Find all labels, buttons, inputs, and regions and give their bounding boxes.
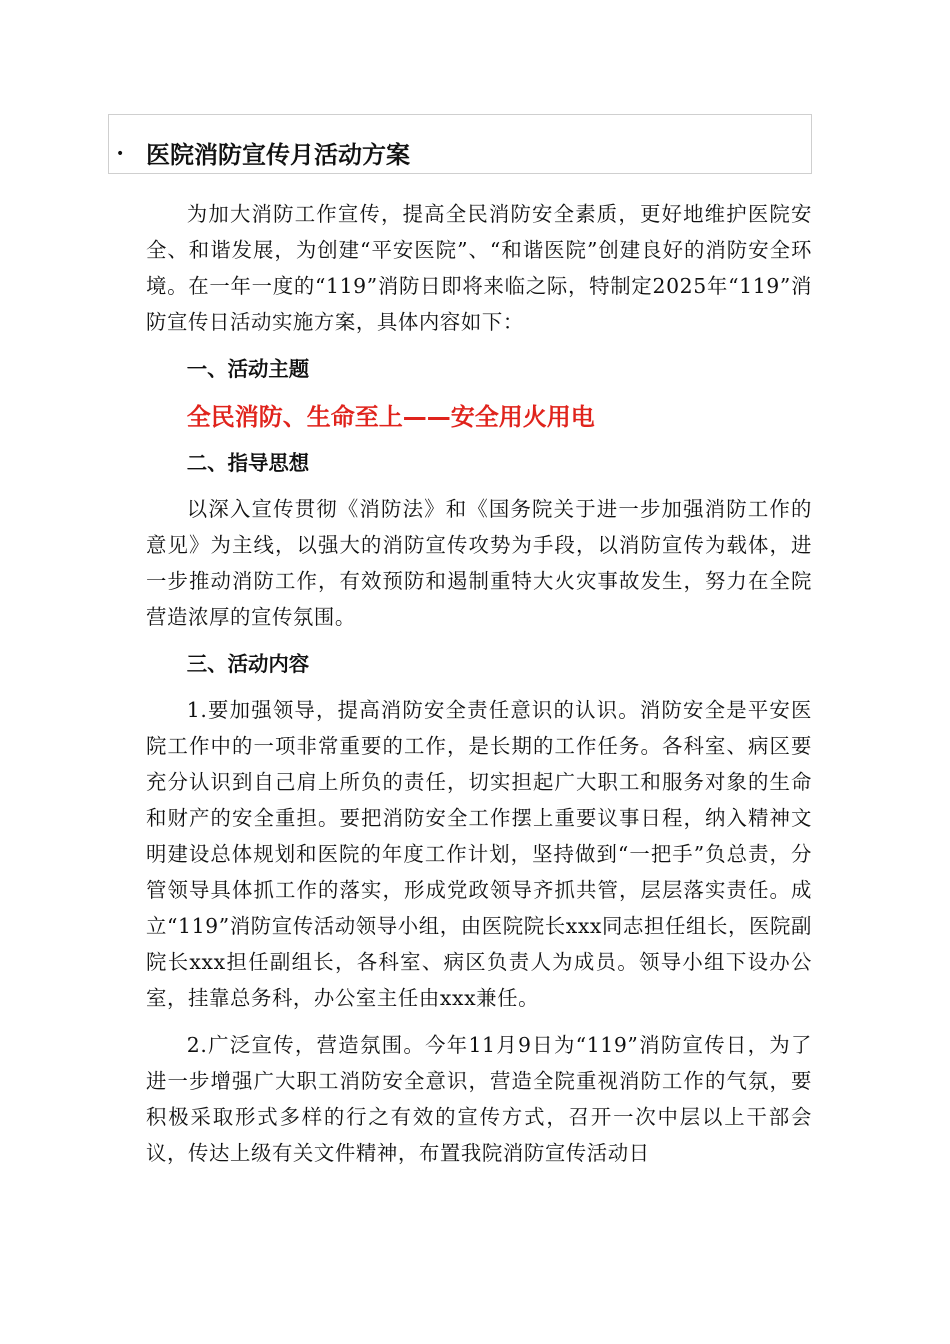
activity-theme: 全民消防、生命至上——安全用火用电: [186, 403, 595, 431]
content-item-1: 1.要加强领导，提高消防安全责任意识的认识。消防安全是平安医院工作中的一项非常重要的工作，是长期的工作任务。各科室、病区要充分认识到自己肩上所负的责任，切实担起广大职工和服务对象的生命和财产的安全重担。要把消防安全工作摆上重要议事日程，纳入精神文明建设总体规划和医院的年度工作计划，坚持做到“一把手”负总责，分管领导具体抓工作的落实，形成党政领导齐抓共管，层层落实责任。成立“119”消防宣传活动领导小组，由医院院长xxx同志担任组长，医院副院长xxx担任副组长，各科室、病区负责人为成员。领导小组下设办公室，挂靠总务科，办公室主任由xxx兼任。: [146, 698, 812, 1010]
content-item-2: 2.广泛宣传，营造氛围。今年11月9日为“119”消防宣传日，为了进一步增强广大职工消防安全意识，营造全院重视消防工作的气氛，要积极采取形式多样的行之有效的宣传方式，召开一次中层以上干部会议，传达上级有关文件精神，布置我院消防宣传活动日: [146, 1033, 812, 1165]
section-heading-content: 三、活动内容: [186, 652, 310, 676]
section-heading-guiding: 二、指导思想: [186, 451, 310, 475]
section-heading-theme: 一、活动主题: [186, 357, 310, 381]
guiding-paragraph: 以深入宣传贯彻《消防法》和《国务院关于进一步加强消防工作的意见》为主线，以强大的消防宣传攻势为手段，以消防宣传为载体，进一步推动消防工作，有效预防和遏制重特大火灾事故发生，努力在全院营造浓厚的宣传氛围。: [146, 497, 812, 629]
document-title: 医院消防宣传月活动方案: [146, 141, 410, 169]
bullet-icon: •: [116, 146, 125, 162]
intro-paragraph: 为加大消防工作宣传，提高全民消防安全素质，更好地维护医院安全、和谐发展，为创建“平安医院”、“和谐医院”创建良好的消防安全环境。在一年一度的“119”消防日即将来临之际，特制定2025年“119”消防宣传日活动实施方案，具体内容如下：: [146, 202, 812, 334]
document-body: [146, 196, 812, 1182]
